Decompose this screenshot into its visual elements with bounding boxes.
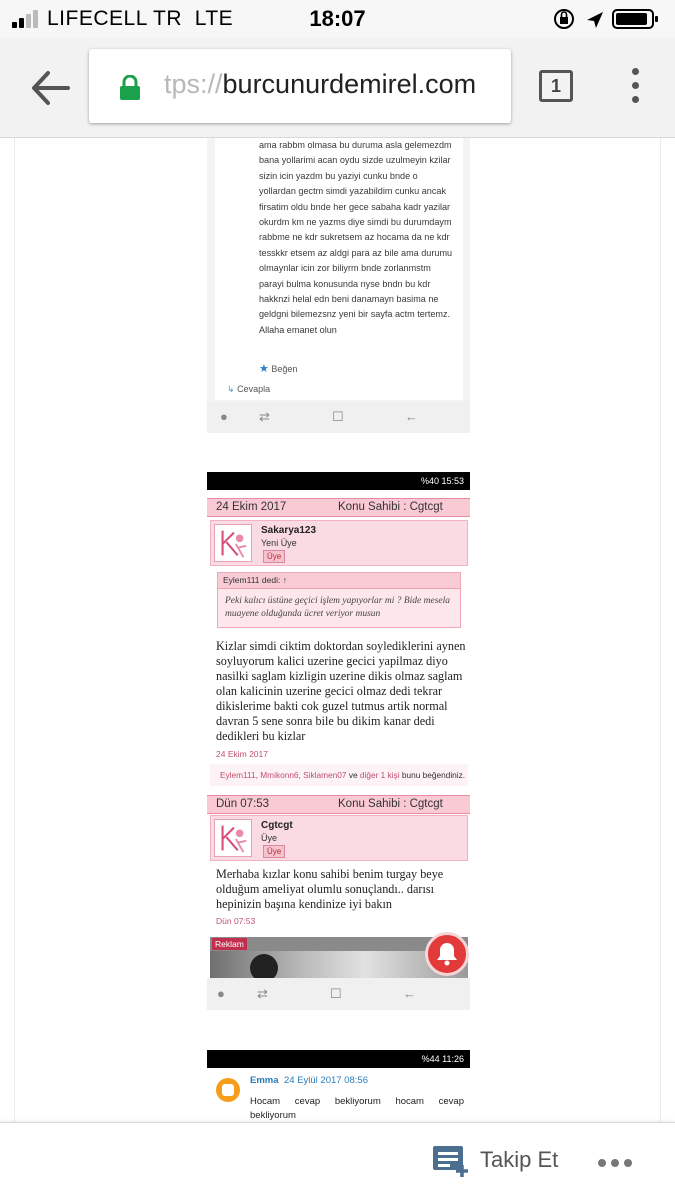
tab-switcher-button[interactable]: 1 [539,70,573,102]
recents-icon: ⇄ [257,986,268,1001]
user-role: Yeni Üye [261,538,297,548]
user-info-box [210,520,468,566]
ad-label: Reklam [212,938,247,950]
follow-bar [0,1122,675,1200]
post-text: Merhaba kızlar konu sahibi benim turgay beye olduğum ameliyat olumlu sonuçlandı.. darısı hepinizin başına kendinize iyi bakın [216,867,444,911]
comment-time: 24 Eylül 2017 08:56 [284,1075,368,1086]
home-icon: ☐ [330,986,342,1001]
back-icon: ← [403,986,416,1001]
user-badge: Üye [263,845,285,858]
quote-box [217,572,461,628]
carrier-label: LIFECELL TR LTE [47,7,234,30]
recents-icon: ⇄ [259,409,270,424]
embedded-screenshot-forum [207,472,470,1010]
back-arrow-icon[interactable] [28,68,72,108]
likes-line: Eylem111, Mmikonn6, Siklamen07 ve diğer 1 kişi bunu beğendiniz. [210,764,468,786]
post-date: 24 Ekim 2017 [216,749,268,759]
quote-text: Peki kalıcı üstüne geçici işlem yapıyorlar mi ? Bide mesela muayene olduğunda ücret veriyor musun [225,596,451,619]
comment-text: ama rabbm olmasa bu duruma asla gelemezdm bana yollarimi acan oydu sizde uzulmeyin kzilar sizin icin yazdm bu yaziyi cunku bnde o yollardan gectm simdi yazabildim cunku ancak firsatim oldu bnde her gece sabaha kadr yazilar okurdm km ne yazms diye simdi bu durumdaym rabbme ne kdr sukretsem az hocama da ne kdr tesskkr etsem az aldgi para az bile ama durumu olmaynlar icin zor biliyrm bnde zorlanmstm parayi bulma konusunda nyse bndn bu kdr hakknzi helal edn beni danamayn basima ne geldgni bilemezsnz yeni bir sayfa actm tertemz. Allaha emanet olun [259,140,453,335]
overflow-menu-icon[interactable] [628,68,642,104]
lock-icon [119,75,141,101]
reply-link: ↳ Cevapla [227,384,271,394]
blogger-icon [216,1078,240,1102]
user-role: Üye [261,833,278,843]
post-date: Dün 07:53 [216,916,256,926]
clock: 18:07 [309,6,366,31]
more-options-icon[interactable] [598,1159,634,1169]
username: Cgtcgt [261,820,293,831]
user-badge: Üye [263,550,285,563]
location-icon [587,12,603,28]
home-icon: ☐ [332,409,344,424]
avatar [214,524,252,562]
post-header: 24 Ekim 2017 Konu Sahibi : Cgtcgt [207,498,470,517]
battery-icon [613,10,658,28]
post-header: Dün 07:53 Konu Sahibi : Cgtcgt [207,795,470,814]
page-content [14,138,661,1123]
phone-status-bar: %40 15:53 [207,472,470,490]
back-icon: ← [405,409,418,424]
status-icons [553,6,663,32]
rotation-lock-icon [555,10,573,28]
android-nav-bar [207,978,470,1010]
browser-toolbar [0,38,675,138]
nav-dot-icon: ● [217,986,225,1001]
follow-reader-icon [432,1145,470,1179]
ad-image-figure [250,954,278,978]
comment-card [215,138,463,400]
comment-text: Hocam cevap bekliyorum hocam cevap bekliyorum [250,1096,464,1121]
user-info-box [210,815,468,861]
url-text: tps://burcunurdemirel.com [164,69,477,99]
embedded-screenshot-comment [207,138,470,433]
quote-author: Eylem111 dedi: ↑ [218,573,460,589]
username: Sakarya123 [261,525,317,536]
like-button: ★ Beğen [259,363,298,375]
avatar [214,819,252,857]
follow-label: Takip Et [480,1147,559,1172]
post-text: Kizlar simdi ciktim doktordan soylediklerini aynen soyluyorum kalici uzerine gecici yapilmaz diyo nasilki saglam kizligin uzerine dikis olmaz saglam olan kalicinin uzerine gecici olmaz dedi tekrar dikislerime bakti cok guzel tutmus artik normal davran 5 sene sonra bile bu dikim kanar dedi dedikleri bu kizlar [216,639,466,743]
status-bar [0,0,675,38]
notification-bell-icon [425,932,469,976]
phone-status-bar: %44 11:26 [207,1050,470,1068]
embedded-screenshot-blog-comment [207,1050,470,1123]
comment-author: Emma [250,1075,279,1086]
star-icon: ★ [259,363,269,375]
android-nav-bar [207,401,470,433]
address-bar[interactable] [89,49,511,123]
reply-arrow-icon: ↳ [227,384,235,394]
nav-dot-icon: ● [220,409,228,424]
